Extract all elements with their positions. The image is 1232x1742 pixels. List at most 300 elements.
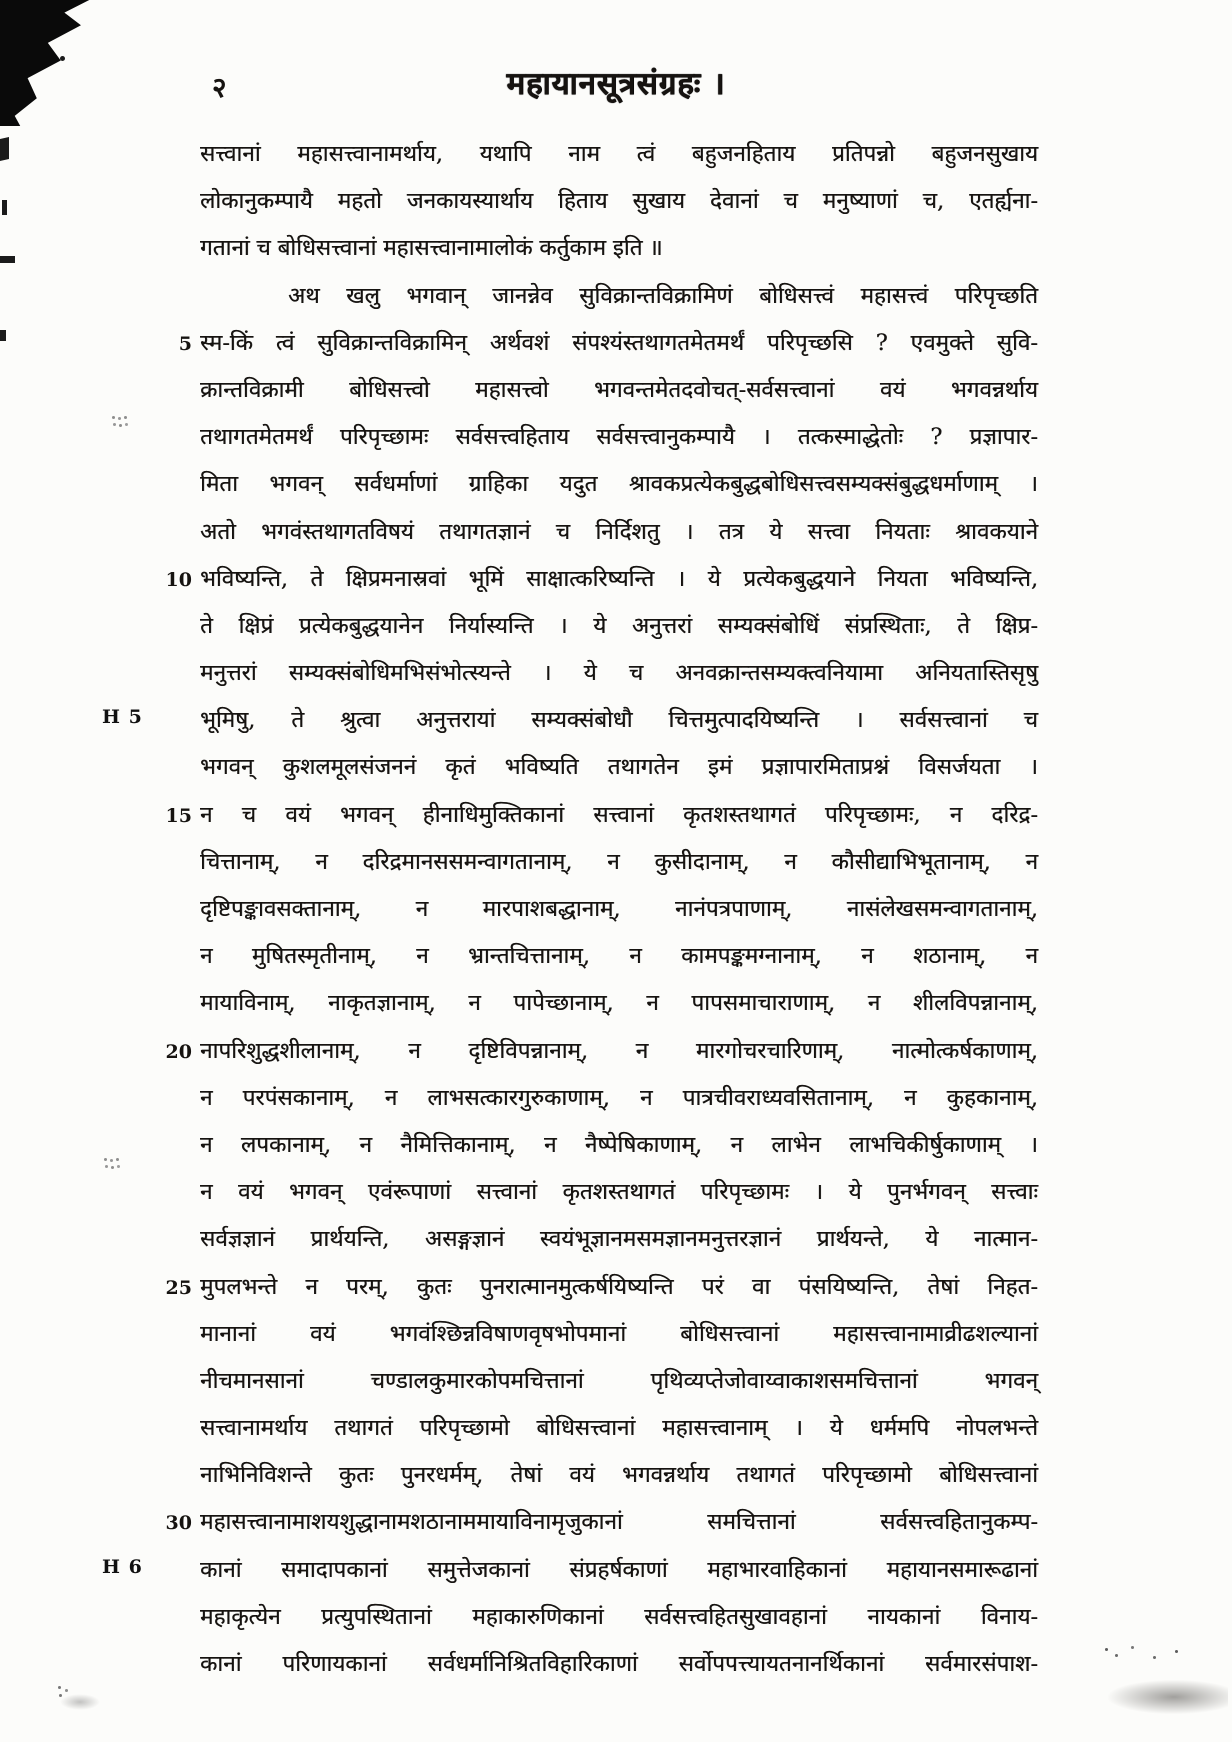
word: महतो <box>337 188 382 215</box>
text-line <box>200 368 1038 415</box>
word: न <box>200 801 213 828</box>
word: तथागतं <box>334 1415 393 1442</box>
word: ? <box>930 424 943 451</box>
word: च <box>783 188 798 215</box>
scan-artifact-smudge <box>60 1694 100 1710</box>
word: सर्वोपपत्त्यायतनानर्थिकानां <box>678 1651 885 1677</box>
word: भगवन्तमेतदवोचत्-सर्वसत्त्वानां <box>594 376 835 403</box>
word: हिताय <box>558 188 608 215</box>
word: नैमित्तिकानाम्, <box>400 1131 516 1158</box>
word: अतो <box>200 518 236 545</box>
text-line <box>178 321 1038 368</box>
line-number: 20 <box>165 1040 192 1063</box>
text-line <box>200 651 1038 698</box>
word: सर्वसत्त्वहितसुखावहानां <box>644 1603 827 1630</box>
word: भगवंश्छिन्नविषाणवृषभोपमानां <box>389 1320 627 1347</box>
word: अनवक्रान्तसम्यक्त्वनियामा <box>675 660 883 687</box>
word: सुविक्रान्तविक्रामिन् <box>317 329 467 356</box>
word: शीलविपन्नानाम्, <box>912 990 1038 1017</box>
word: बोधिसत्त्वानां <box>277 235 377 262</box>
word: वयं <box>569 1462 595 1489</box>
word: ये <box>769 518 783 545</box>
word: नियताः <box>875 518 930 545</box>
word: सत्त्वा <box>807 518 850 545</box>
word: हीनाधिमुक्तिकानां <box>422 801 565 828</box>
text-line <box>200 274 1038 321</box>
word: भगवन् <box>339 801 394 828</box>
word: न <box>867 990 881 1017</box>
text-line <box>200 1359 1038 1406</box>
word: न <box>315 848 328 875</box>
word: गतानां <box>200 235 250 262</box>
text-line <box>200 132 1038 179</box>
word: ते <box>200 612 213 639</box>
scan-artifact-dots <box>1105 1648 1108 1651</box>
word: ते <box>310 565 324 592</box>
word: च <box>628 660 644 687</box>
word: । <box>761 424 771 451</box>
word: भगवान् <box>406 282 466 309</box>
word: कौसीद्याभिभूतानाम्, <box>831 848 991 875</box>
text-line <box>200 698 1038 745</box>
word: मारपाशबद्धानाम्, <box>482 896 621 922</box>
word: बोधिसत्त्वो <box>349 376 430 403</box>
word: असङ्गज्ञानं <box>424 1226 505 1253</box>
word: स्म-किं <box>200 329 253 356</box>
word: पापसमाचाराणाम्, <box>691 990 836 1017</box>
word: समचित्तानां <box>707 1509 796 1536</box>
text-line <box>200 1076 1038 1123</box>
word: श्रावकयाने <box>955 518 1038 545</box>
scan-artifact-speck <box>0 137 9 161</box>
line-number: 30 <box>165 1512 192 1535</box>
scan-artifact-dots <box>112 416 115 419</box>
word: पृथिव्यप्तेजोवाय्वाकाशसमचित्तानां <box>650 1367 918 1394</box>
word: मनुष्याणां <box>822 188 898 215</box>
word: प्रत्येकबुद्धयाने <box>743 565 856 592</box>
word: कृतं <box>445 754 476 781</box>
word: च <box>256 235 271 262</box>
text-line <box>165 1029 1038 1076</box>
word: महाकारुणिकानां <box>472 1603 604 1630</box>
text-line <box>200 462 1038 509</box>
word: कृतशस्तथागतं <box>562 1179 676 1206</box>
margin-note: H 5 <box>102 706 143 729</box>
word: न <box>629 943 642 970</box>
word: नैष्पेषिकाणाम्, <box>584 1131 703 1158</box>
word: भविष्यन्ति, <box>200 565 288 592</box>
word: नाम <box>568 141 600 167</box>
text-line <box>200 1170 1038 1217</box>
page-number: २ <box>212 71 227 104</box>
word: भ्रान्तचित्तानाम्, <box>468 943 590 970</box>
text-line <box>165 1265 1038 1312</box>
text-line <box>165 557 1038 604</box>
word: क्षिप्रमनास्रवां <box>345 565 447 592</box>
word: परपंसकानाम्, <box>242 1084 355 1111</box>
word: न <box>359 1131 372 1158</box>
word: न <box>408 1037 421 1064</box>
word: तत्र <box>718 518 744 545</box>
text-line <box>200 226 1038 273</box>
text-line <box>200 179 1038 226</box>
word: ते <box>957 612 970 639</box>
word: महासत्त्वानामर्थाय, <box>297 141 443 167</box>
word: अर्थवशं <box>489 329 550 356</box>
line-number: 5 <box>178 332 192 355</box>
text-line <box>200 840 1038 887</box>
word: प्रतिपन्नो <box>831 141 895 167</box>
word: संप्रहर्षकाणां <box>569 1556 668 1583</box>
text-line <box>200 415 1038 462</box>
word: नाभिनिविशन्ते <box>200 1462 312 1489</box>
word: वयं <box>285 801 311 828</box>
word: शठानाम्, <box>912 943 987 970</box>
word: भगवन् <box>288 1179 343 1206</box>
word: कानां <box>200 1556 242 1583</box>
word: परं <box>701 1273 724 1300</box>
word: सर्वज्ञज्ञानं <box>200 1226 275 1253</box>
text-line <box>165 793 1038 840</box>
word: बोधिसत्त्वानां <box>680 1320 780 1347</box>
word: कानां <box>200 1651 242 1677</box>
word: न <box>468 990 481 1017</box>
line-number: 25 <box>165 1276 192 1299</box>
word: । <box>559 612 568 639</box>
word: इमं <box>707 754 733 781</box>
word: वयं <box>237 1179 264 1206</box>
word: न <box>949 801 963 828</box>
word: महासत्त्वानामालोकं <box>383 235 533 262</box>
word: भगवन् <box>200 754 254 781</box>
word: । <box>794 1415 803 1442</box>
word: सत्त्वानां <box>200 141 261 167</box>
word: तत्कस्माद्धेतोः <box>797 424 904 451</box>
word: सर्वसत्त्वानां <box>899 707 988 734</box>
word: न <box>543 1131 557 1158</box>
word: कामपङ्कमग्नानाम्, <box>681 943 822 970</box>
word: नाकृतज्ञानाम्, <box>328 990 436 1017</box>
word: चित्तमुत्पादयिष्यन्ति <box>668 707 819 734</box>
text-line <box>200 1406 1038 1453</box>
word: भगवन्नर्थाय <box>950 376 1038 403</box>
word: न <box>416 943 429 970</box>
word: मनुत्तरां <box>200 660 257 687</box>
word: बहुजनहिताय <box>691 141 796 167</box>
word: ये <box>925 1226 939 1253</box>
word: स्वयंभूज्ञानमसमज्ञानमनुत्तरज्ञानं <box>539 1226 782 1253</box>
word: बोधिसत्त्वानां <box>536 1415 636 1442</box>
word: महासत्त्वं <box>860 282 929 309</box>
word: न <box>635 1037 649 1064</box>
word: जानन्नेव <box>492 282 553 309</box>
word: पात्रचीवराध्यवसितानाम्, <box>682 1084 874 1111</box>
word: पापेच्छानाम्, <box>513 990 614 1017</box>
scan-artifact-speck <box>60 56 65 61</box>
word: कर्तुकाम <box>539 235 606 262</box>
word: नानंपत्रपाणाम्, <box>675 896 793 922</box>
text-line <box>200 1642 1038 1689</box>
word: न <box>1025 943 1038 970</box>
word: । <box>676 565 686 592</box>
word: न <box>784 848 797 875</box>
word: परिपृच्छति <box>954 282 1038 309</box>
margin-note: H 6 <box>102 1556 143 1578</box>
word: नोपलभन्ते <box>956 1415 1038 1442</box>
word: यथापि <box>479 141 532 167</box>
word: न <box>200 1131 213 1158</box>
word: तथागतमेतमर्थं <box>200 424 313 451</box>
word: देवानां <box>709 188 759 215</box>
word: नियता <box>877 565 928 592</box>
scan-artifact-speck <box>0 330 6 341</box>
word: परिपृच्छामो <box>822 1462 912 1489</box>
word: नापरिशुद्धशीलानाम्, <box>200 1037 361 1064</box>
word: भविष्यन्ति, <box>950 565 1038 592</box>
word: च <box>555 518 571 545</box>
word: दरिद्र- <box>991 801 1038 828</box>
word: वयं <box>879 376 906 403</box>
word: एवंरूपाणां <box>367 1179 451 1206</box>
word: त्वं <box>636 141 656 167</box>
word: तथागतेन <box>607 754 679 781</box>
word: परम्, <box>346 1273 389 1300</box>
word: जनकायस्यार्थाय <box>406 188 534 215</box>
word: महाभारवाहिकानां <box>707 1556 847 1583</box>
word: तथागतं <box>736 1462 795 1489</box>
text-line <box>200 981 1038 1028</box>
word: संप्रस्थिताः, <box>844 612 932 639</box>
text-line <box>200 1312 1038 1359</box>
text-line <box>200 745 1038 792</box>
word: सत्त्वानां <box>593 801 654 828</box>
word: प्रत्येकबुद्धयानेन <box>298 612 424 639</box>
word: सत्त्वाः <box>991 1179 1038 1206</box>
word: सत्त्वानां <box>476 1179 537 1206</box>
word: सर्वसत्त्वहितानुकम्प- <box>880 1509 1038 1536</box>
word: समुत्तेजकानां <box>427 1556 530 1583</box>
word: लाभचिकीर्षुकाणाम् <box>849 1131 1001 1158</box>
word: दृष्टिपङ्कावसक्तानाम्, <box>200 896 362 922</box>
word: महाकृत्येन <box>200 1603 281 1630</box>
text-line <box>200 1217 1038 1264</box>
word: प्रार्थयन्ते, <box>816 1226 890 1253</box>
word: कुतः <box>416 1273 452 1300</box>
word: विनाय- <box>980 1603 1038 1630</box>
word: परिपृच्छामः <box>700 1179 790 1206</box>
word: बहुजनसुखाय <box>931 141 1038 167</box>
word: परिणायकानां <box>282 1651 387 1677</box>
word: दृष्टिविपन्नानाम्, <box>468 1037 588 1064</box>
scan-artifact-dots <box>58 1686 61 1689</box>
word: न <box>646 990 659 1017</box>
word: तेषां <box>927 1273 960 1300</box>
word: भविष्यति <box>504 754 579 781</box>
word: मुपलभन्ते <box>200 1273 278 1300</box>
line-number: 10 <box>165 568 192 591</box>
word: महासत्त्वानाम् <box>662 1415 768 1442</box>
word: ये <box>829 1415 843 1442</box>
word: न <box>200 1084 213 1111</box>
word: न <box>200 1179 213 1206</box>
text-line <box>200 1595 1038 1642</box>
word: सुखाय <box>632 188 685 215</box>
word: च <box>241 801 256 828</box>
word: । <box>854 707 864 734</box>
word: श्रुत्वा <box>339 707 381 734</box>
word: न <box>861 943 874 970</box>
word: चित्तानाम्, <box>200 848 281 875</box>
word: तेषां <box>510 1462 543 1489</box>
text-line <box>200 1123 1038 1170</box>
word: न <box>415 896 429 922</box>
word: सुविक्रान्तविक्रामिणं <box>579 282 733 309</box>
word: दरिद्रमानससमन्वागतानाम्, <box>362 848 573 875</box>
word: पुनरधर्मम्, <box>400 1462 484 1489</box>
word: भगवन्नर्थाय <box>622 1462 710 1489</box>
word: अनुत्तरायां <box>416 707 496 734</box>
word: महासत्त्वानामाशयशुद्धानामशठानाममायाविनामृजुकानां <box>200 1509 623 1536</box>
word: परिपृच्छसि <box>766 329 853 356</box>
word: त्वं <box>275 329 295 356</box>
word: कुहकानाम्, <box>946 1084 1038 1111</box>
word: नात्मान- <box>973 1226 1038 1253</box>
text-line <box>200 934 1038 981</box>
word: कुतः <box>338 1462 374 1489</box>
word: खलु <box>346 282 380 309</box>
word: लोकानुकम्पायै <box>200 188 313 215</box>
word: कृतशस्तथागतं <box>682 801 796 828</box>
word: सर्वधर्माणां <box>354 471 438 498</box>
text-line <box>200 887 1038 934</box>
word: लाभसत्कारगुरुकाणाम्, <box>427 1084 610 1111</box>
word: नासंलेखसमन्वागतानाम्, <box>846 896 1038 922</box>
word: निर्यास्यन्ति <box>448 612 534 639</box>
word: ये <box>848 1179 862 1206</box>
text-line <box>165 1500 1038 1547</box>
word: पंसयिष्यन्ति, <box>798 1273 900 1300</box>
word: सम्यक्संबोधिमभिसंभोत्स्यन्ते <box>288 660 511 687</box>
word: संपश्यंस्तथागतमेतमर्थं <box>572 329 745 356</box>
word: प्रार्थयन्ति, <box>310 1226 390 1253</box>
word: न <box>607 848 620 875</box>
word: विसर्जयता <box>918 754 1001 781</box>
word: च <box>1023 707 1038 734</box>
page-header-title: महायानसूत्रसंग्रहः । <box>506 66 726 102</box>
word: अनियतास्तिसृषु <box>915 660 1038 687</box>
word: भगवंस्तथागतविषयं <box>261 518 414 545</box>
word: भगवन् <box>984 1367 1038 1394</box>
word: सर्वधर्मानिश्रितविहारिकाणां <box>427 1651 638 1677</box>
word: लपकानाम्, <box>240 1131 331 1158</box>
word: परिपृच्छामः, <box>824 801 921 828</box>
word: लाभेन <box>771 1131 821 1158</box>
text-line <box>200 1453 1038 1500</box>
word: महासत्त्वो <box>475 376 549 403</box>
word: न <box>1025 848 1038 875</box>
word: नात्मोत्कर्षकाणाम्, <box>891 1037 1038 1064</box>
word: मानानां <box>200 1320 256 1347</box>
scan-artifact-dots <box>104 1158 107 1161</box>
word: नीचमानसानां <box>200 1367 304 1394</box>
word: ये <box>593 612 607 639</box>
word: यदुत <box>559 471 598 498</box>
word: सर्वसत्त्वहिताय <box>455 424 570 451</box>
word: ॥ <box>649 235 663 262</box>
word: प्रत्युपस्थितानां <box>321 1603 432 1630</box>
word: परिपृच्छामः <box>339 424 429 451</box>
word: कुसीदानाम्, <box>654 848 750 875</box>
word: साक्षात्करिष्यन्ति <box>526 565 655 592</box>
text-body <box>165 132 1038 1689</box>
word: सर्वसत्त्वानुकम्पायै <box>596 424 735 451</box>
word: मुषितस्मृतीनाम्, <box>251 943 377 970</box>
word: वयं <box>310 1320 336 1347</box>
word: सम्यक्संबोधौ <box>531 707 633 734</box>
word: । <box>814 1179 824 1206</box>
word: पुनर्भगवन् <box>886 1179 966 1206</box>
word: भूमिं <box>468 565 504 592</box>
word: अथ <box>288 282 320 309</box>
word: न <box>730 1131 743 1158</box>
word: बोधिसत्त्वानां <box>939 1462 1038 1489</box>
word: ? <box>875 329 888 356</box>
word: समादापकानां <box>281 1556 388 1583</box>
word: वा <box>751 1273 771 1300</box>
word: महासत्त्वानामाव्रीढशल्यानां <box>833 1320 1038 1347</box>
word: चण्डालकुमारकोपमचित्तानां <box>370 1367 584 1394</box>
word: न <box>305 1273 318 1300</box>
word: कुशलमूलसंजननं <box>282 754 417 781</box>
word: एतर्ह्यना- <box>969 188 1038 215</box>
line-number: 15 <box>165 804 192 827</box>
word: सर्वमारसंपाश- <box>925 1651 1038 1677</box>
word: सत्त्वानामर्थाय <box>200 1415 308 1442</box>
text-line <box>200 604 1038 651</box>
word: च, <box>922 188 945 215</box>
word: ये <box>583 660 597 687</box>
word: मिता <box>200 471 238 498</box>
word: क्षिप्र- <box>995 612 1038 639</box>
word: महायानसमारूढानां <box>886 1556 1038 1583</box>
word: ग्राहिका <box>468 471 529 498</box>
word: नायकानां <box>867 1603 941 1630</box>
word: इति <box>612 235 643 262</box>
word: क्रान्तविक्रामी <box>200 376 304 403</box>
word: ये <box>707 565 721 592</box>
word: बोधिसत्त्वं <box>759 282 834 309</box>
word: । <box>684 518 694 545</box>
word: पुनरात्मानमुत्कर्षयिष्यन्ति <box>479 1273 674 1300</box>
word: एवमुक्ते <box>910 329 974 356</box>
word: ते <box>291 707 305 734</box>
word: न <box>904 1084 917 1111</box>
word: सम्यक्संबोधिं <box>717 612 820 639</box>
text-line <box>200 510 1038 557</box>
word: । <box>1029 1131 1038 1158</box>
text-line <box>200 1548 1038 1595</box>
word: श्रावकप्रत्येकबुद्धबोधिसत्त्वसम्यक्संबुद्धधर्माणाम् <box>628 471 998 498</box>
word: धर्ममपि <box>869 1415 930 1442</box>
word: सुवि- <box>996 329 1038 356</box>
word: अनुत्तरां <box>631 612 693 639</box>
word: । <box>1029 471 1038 498</box>
word: । <box>1029 754 1038 781</box>
word: क्षिप्रं <box>238 612 274 639</box>
word: मारगोचरचारिणाम्, <box>695 1037 845 1064</box>
word: प्रज्ञापार- <box>969 424 1038 451</box>
word: न <box>639 1084 653 1111</box>
